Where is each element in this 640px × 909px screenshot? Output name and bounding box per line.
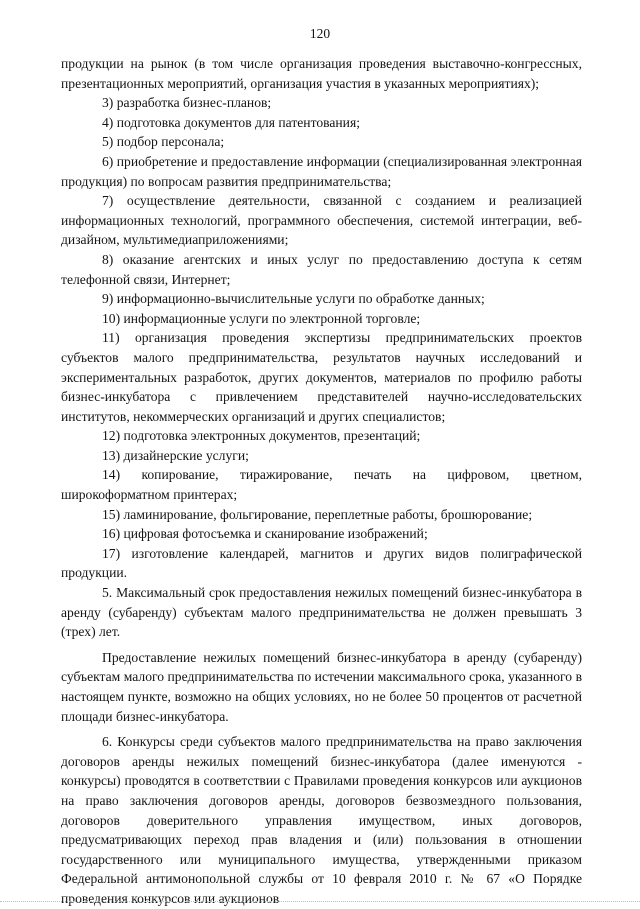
paragraph-item-11: 11) организация проведения экспертизы предпринимательских проектов субъектов малого предпринимательства, результатов научных исследований и экспериментальных разработок, других документов, материалов по профилю работы бизнес-инкубатора с привлечением представителей научно-исследовательских институтов, некоммерческих организаций и других специалистов; (61, 330, 582, 424)
paragraph-item-6: 6) приобретение и предоставление информации (специализированная электронная продукция) по вопросам развития предпринимательства; (61, 153, 582, 189)
paragraph-item-10: 10) информационные услуги по электронной торговле; (102, 310, 421, 326)
paragraph-item-7: 7) осуществление деятельности, связанной с созданием и реализацией информационных технологий, программного обеспечения, системой интеграции, веб-дизайном, мультимедиаприложениями; (61, 193, 582, 248)
paragraph-section-5-cont: Предоставление нежилых помещений бизнес-инкубатора в аренду (субаренду) субъектам малого предпринимательства по истечении максимального срока, указанного в настоящем пункте, возможно на общих условиях, но не более 50 процентов от расчетной площади бизнес-инкубатора. (61, 649, 582, 724)
document-body (61, 54, 582, 909)
scan-edge-divider (0, 900, 640, 902)
page-number: 120 (309, 26, 331, 41)
paragraph-item-16: 16) цифровая фотосъемка и сканирование изображений; (102, 526, 428, 542)
paragraph-section-5: 5. Максимальный срок предоставления нежилых помещений бизнес-инкубатора в аренду (субаренду) субъектам малого предпринимательства не должен превышать 3 (трех) лет. (61, 585, 582, 640)
paragraph-section-6: 6. Конкурсы среди субъектов малого предпринимательства на право заключения договоров аренды нежилых помещений бизнес-инкубатора (далее именуются - конкурсы) проводятся в соответствии с Правилами проведения конкурсов или аукционов на право заключения договоров аренды, договоров безвозмездного пользования, договоров доверительного управления имуществом, иных договоров, предусматривающих переход прав владения и (или) пользования в отношении государственного или муниципального имущества, утвержденными приказом Федеральной антимонопольной службы от 10 февраля 2010 г. № 67 «О Порядке проведения конкурсов или аукционов (61, 734, 582, 906)
paragraph-item-8: 8) оказание агентских и иных услуг по предоставлению доступа к сетям телефонной связи, Интернет; (61, 251, 582, 287)
paragraph-item-5: 5) подбор персонала; (102, 134, 225, 150)
paragraph-item-17: 17) изготовление календарей, магнитов и других видов полиграфической продукции. (61, 545, 582, 581)
paragraph-item-3: 3) разработка бизнес-планов; (102, 95, 272, 111)
paragraph-item-15: 15) ламинирование, фольгирование, переплетные работы, брошюрование; (102, 506, 533, 522)
paragraph-item-14: 14) копирование, тиражирование, печать на цифровом, цветном, широкоформатном принтерах; (61, 467, 582, 503)
paragraph-intro: продукции на рынок (в том числе организация проведения выставочно-конгрессных, презентационных мероприятий, организация участия в указанных мероприятиях); (61, 56, 582, 91)
paragraph-item-9: 9) информационно-вычислительные услуги по обработке данных; (102, 291, 485, 307)
paragraph-item-12: 12) подготовка электронных документов, презентаций; (102, 428, 421, 444)
paragraph-item-13: 13) дизайнерские услуги; (102, 447, 249, 463)
paragraph-item-4: 4) подготовка документов для патентования; (102, 114, 360, 130)
